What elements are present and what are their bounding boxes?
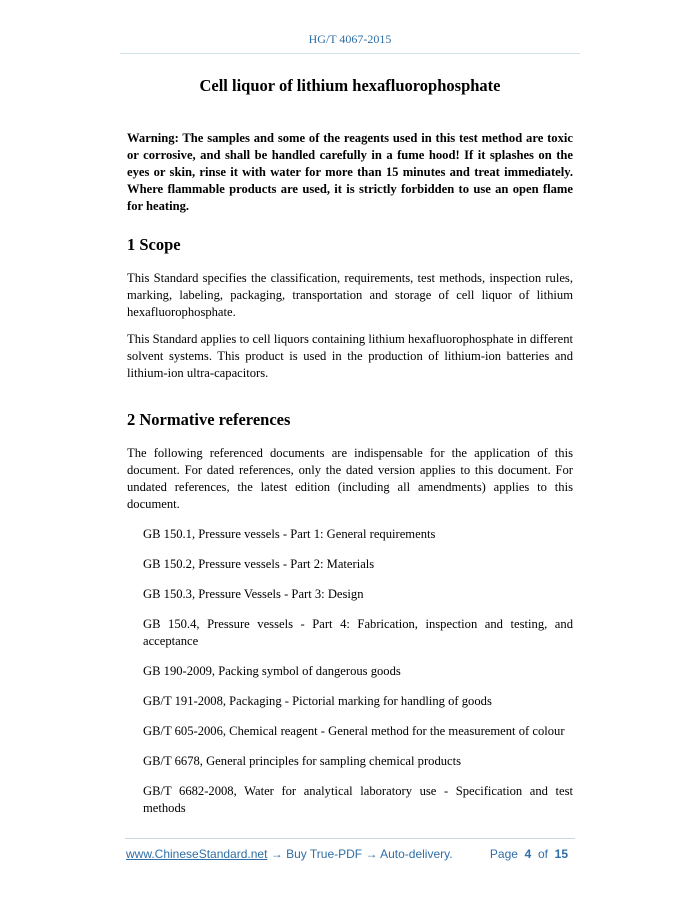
page-number [490, 847, 568, 861]
total-pages: 15 [554, 847, 568, 861]
section-heading-normative-references: 2 Normative references [127, 410, 291, 429]
reference-item: GB 150.3, Pressure Vessels - Part 3: Design [143, 587, 364, 601]
reference-item: GB/T 605-2006, Chemical reagent - General method for the measurement of colour [143, 724, 565, 738]
header-doc-code: HG/T 4067-2015 [308, 32, 392, 46]
reference-item: GB/T 191-2008, Packaging - Pictorial marking for handling of goods [143, 694, 492, 708]
website-link[interactable]: www.ChineseStandard.net [126, 847, 268, 861]
paragraph: This Standard applies to cell liquors containing lithium hexafluorophosphate in different solvent systems. This product is used in the production of lithium-ion batteries and lithium-ion ultra-capacitors. [127, 332, 573, 380]
footer-divider [125, 838, 575, 839]
of-label: of [537, 847, 548, 861]
page-body [127, 76, 573, 830]
current-page: 4 [524, 847, 532, 861]
footer [126, 847, 572, 861]
reference-item: GB 150.4, Pressure vessels - Part 4: Fabrication, inspection and testing, and acceptance [143, 617, 573, 648]
footer-promo [126, 847, 453, 861]
reference-item: GB 150.2, Pressure vessels - Part 2: Materials [143, 557, 375, 571]
paragraph: This Standard specifies the classification, requirements, test methods, inspection rules, marking, labeling, packaging, transportation and storage of cell liquor of lithium hexafluorophosphate. [127, 271, 573, 319]
footer-promo-text: → Buy True-PDF → Auto-delivery. [267, 847, 453, 861]
page-label: Page [489, 847, 518, 861]
reference-item: GB/T 6682-2008, Water for analytical laboratory use - Specification and test methods [143, 784, 573, 815]
document-title: Cell liquor of lithium hexafluorophosphate [199, 76, 501, 95]
reference-item: GB 190-2009, Packing symbol of dangerous goods [143, 664, 401, 678]
warning-text: Warning: The samples and some of the reagents used in this test method are toxic or corrosive, and shall be handled carefully in a fume hood! If it splashes on the eyes or skin, rinse it with water for more than 15 minutes and treat immediately. Where flammable products are used, it is strictly forbidden to use an open flame for heating. [127, 131, 573, 213]
paragraph: The following referenced documents are indispensable for the application of this document. For dated references, only the dated version applies to this document. For undated references, the latest edition (including all amendments) applies to this document. [127, 446, 573, 511]
reference-item: GB/T 6678, General principles for sampling chemical products [143, 754, 462, 768]
header-divider [120, 53, 580, 54]
reference-item: GB 150.1, Pressure vessels - Part 1: General requirements [143, 527, 436, 541]
section-heading-scope: 1 Scope [127, 235, 181, 254]
